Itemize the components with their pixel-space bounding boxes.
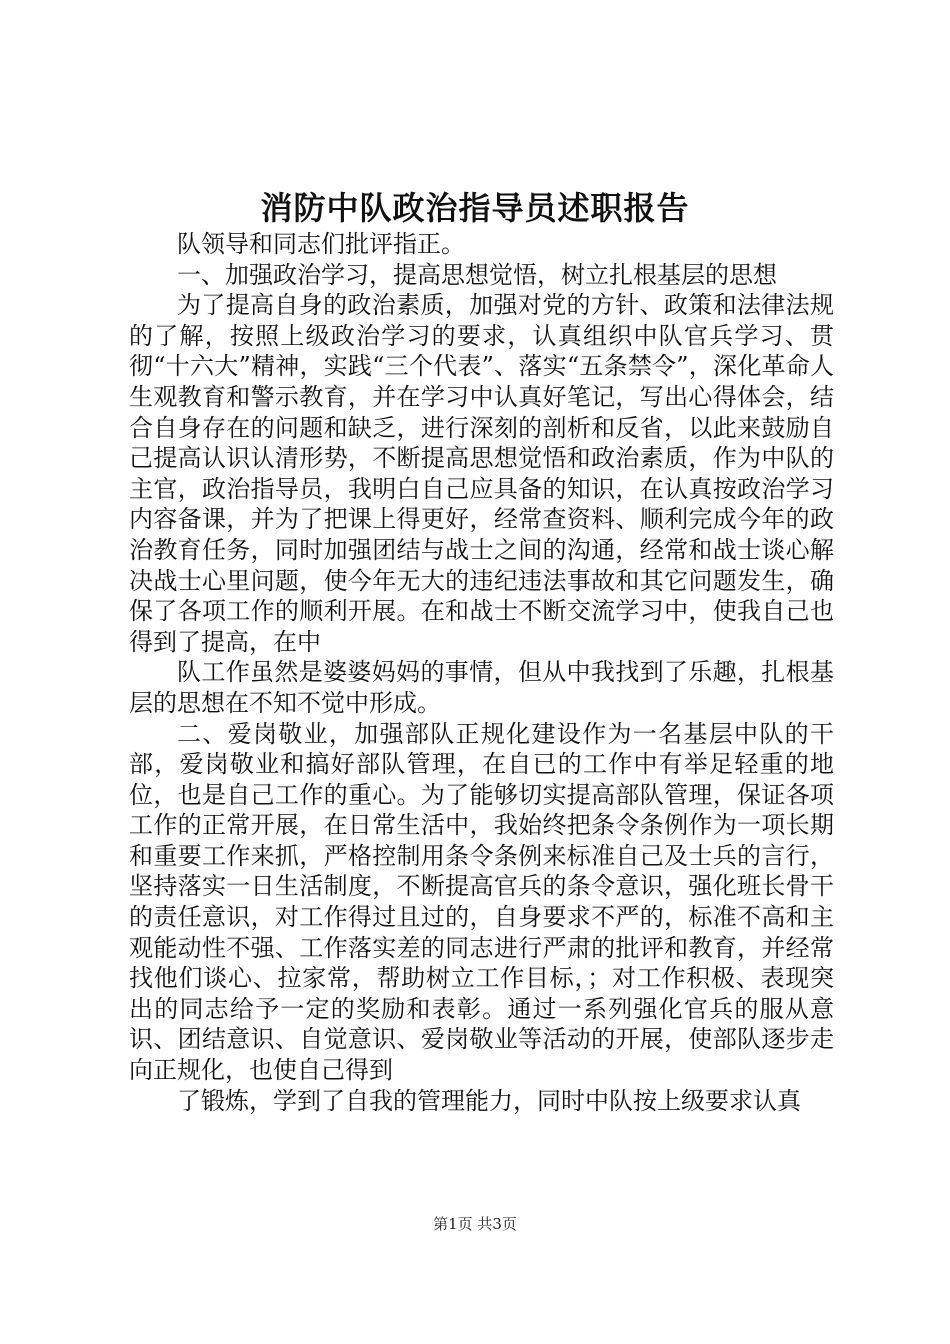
section-heading-political-study: 一、加强政治学习，提高思想觉悟，树立扎根基层的思想	[177, 260, 777, 289]
paragraph-political-study: 为了提高自身的政治素质，加强对党的方针、政策和法律法规的了解，按照上级政治学习的要求，认真组织中队官兵学习、贯彻“十六大”精神，实践“三个代表”、落实“五条禁令”，深化革命人生观教育和警示教育，并在学习中认真好笔记，写出心得体会，结合自身存在的问题和缺乏，进行深刻的剖析和反省，以此来鼓励自己提高认识认清形势，不断提高思想觉悟和政治素质，作为中队的主官，政治指导员，我明白自己应具备的知识，在认真按政治学习内容备课，并为了把课上得更好，经常查资料、顺利完成今年的政治教育任务，同时加强团结与战士之间的沟通，经常和战士谈心解决战士心里问题，使今年无大的违纪违法事故和其它问题发生，确保了各项工作的顺利开展。在和战士不断交流学习中，使我自己也得到了提高，在中	[129, 291, 834, 656]
document-title: 消防中队政治指导员述职报告	[260, 189, 690, 227]
paragraph-dedication-management: 二、爱岗敬业，加强部队正规化建设作为一名基层中队的干部，爱岗敬业和搞好部队管理，在自已的工作中有举足轻重的地位，也是自己工作的重心。为了能够切实提高部队管理，保证各项工作的正常开展，在日常生活中，我始终把条令条例作为一项长期和重要工作来抓，严格控制用条令条例来标准自己及士兵的言行，坚持落实一日生活制度，不断提高官兵的条令意识，强化班长骨干的责任意识，对工作得过且过的，自身要求不严的，标准不高和主观能动性不强、工作落实差的同志进行严肃的批评和教育，并经常找他们谈心、拉家常，帮助树立工作目标，；对工作积极、表现突出的同志给予一定的奖励和表彰。通过一系列强化官兵的服从意识、团结意识、自觉意识、爱岗敬业等活动的开展，使部队逐步走向正规化，也使自己得到	[129, 719, 834, 1085]
paragraph-grassroots-thought: 队工作虽然是婆婆妈妈的事情，但从中我找到了乐趣，扎根基层的思想在不知不觉中形成。	[129, 658, 834, 717]
paragraph-closing-request: 队领导和同志们批评指正。	[177, 230, 465, 258]
page-number-footer: 第1页 共3页	[433, 1215, 517, 1233]
document-body	[129, 229, 834, 1116]
paragraph-management-ability: 了锻炼，学到了自我的管理能力，同时中队按上级要求认真	[177, 1086, 801, 1115]
